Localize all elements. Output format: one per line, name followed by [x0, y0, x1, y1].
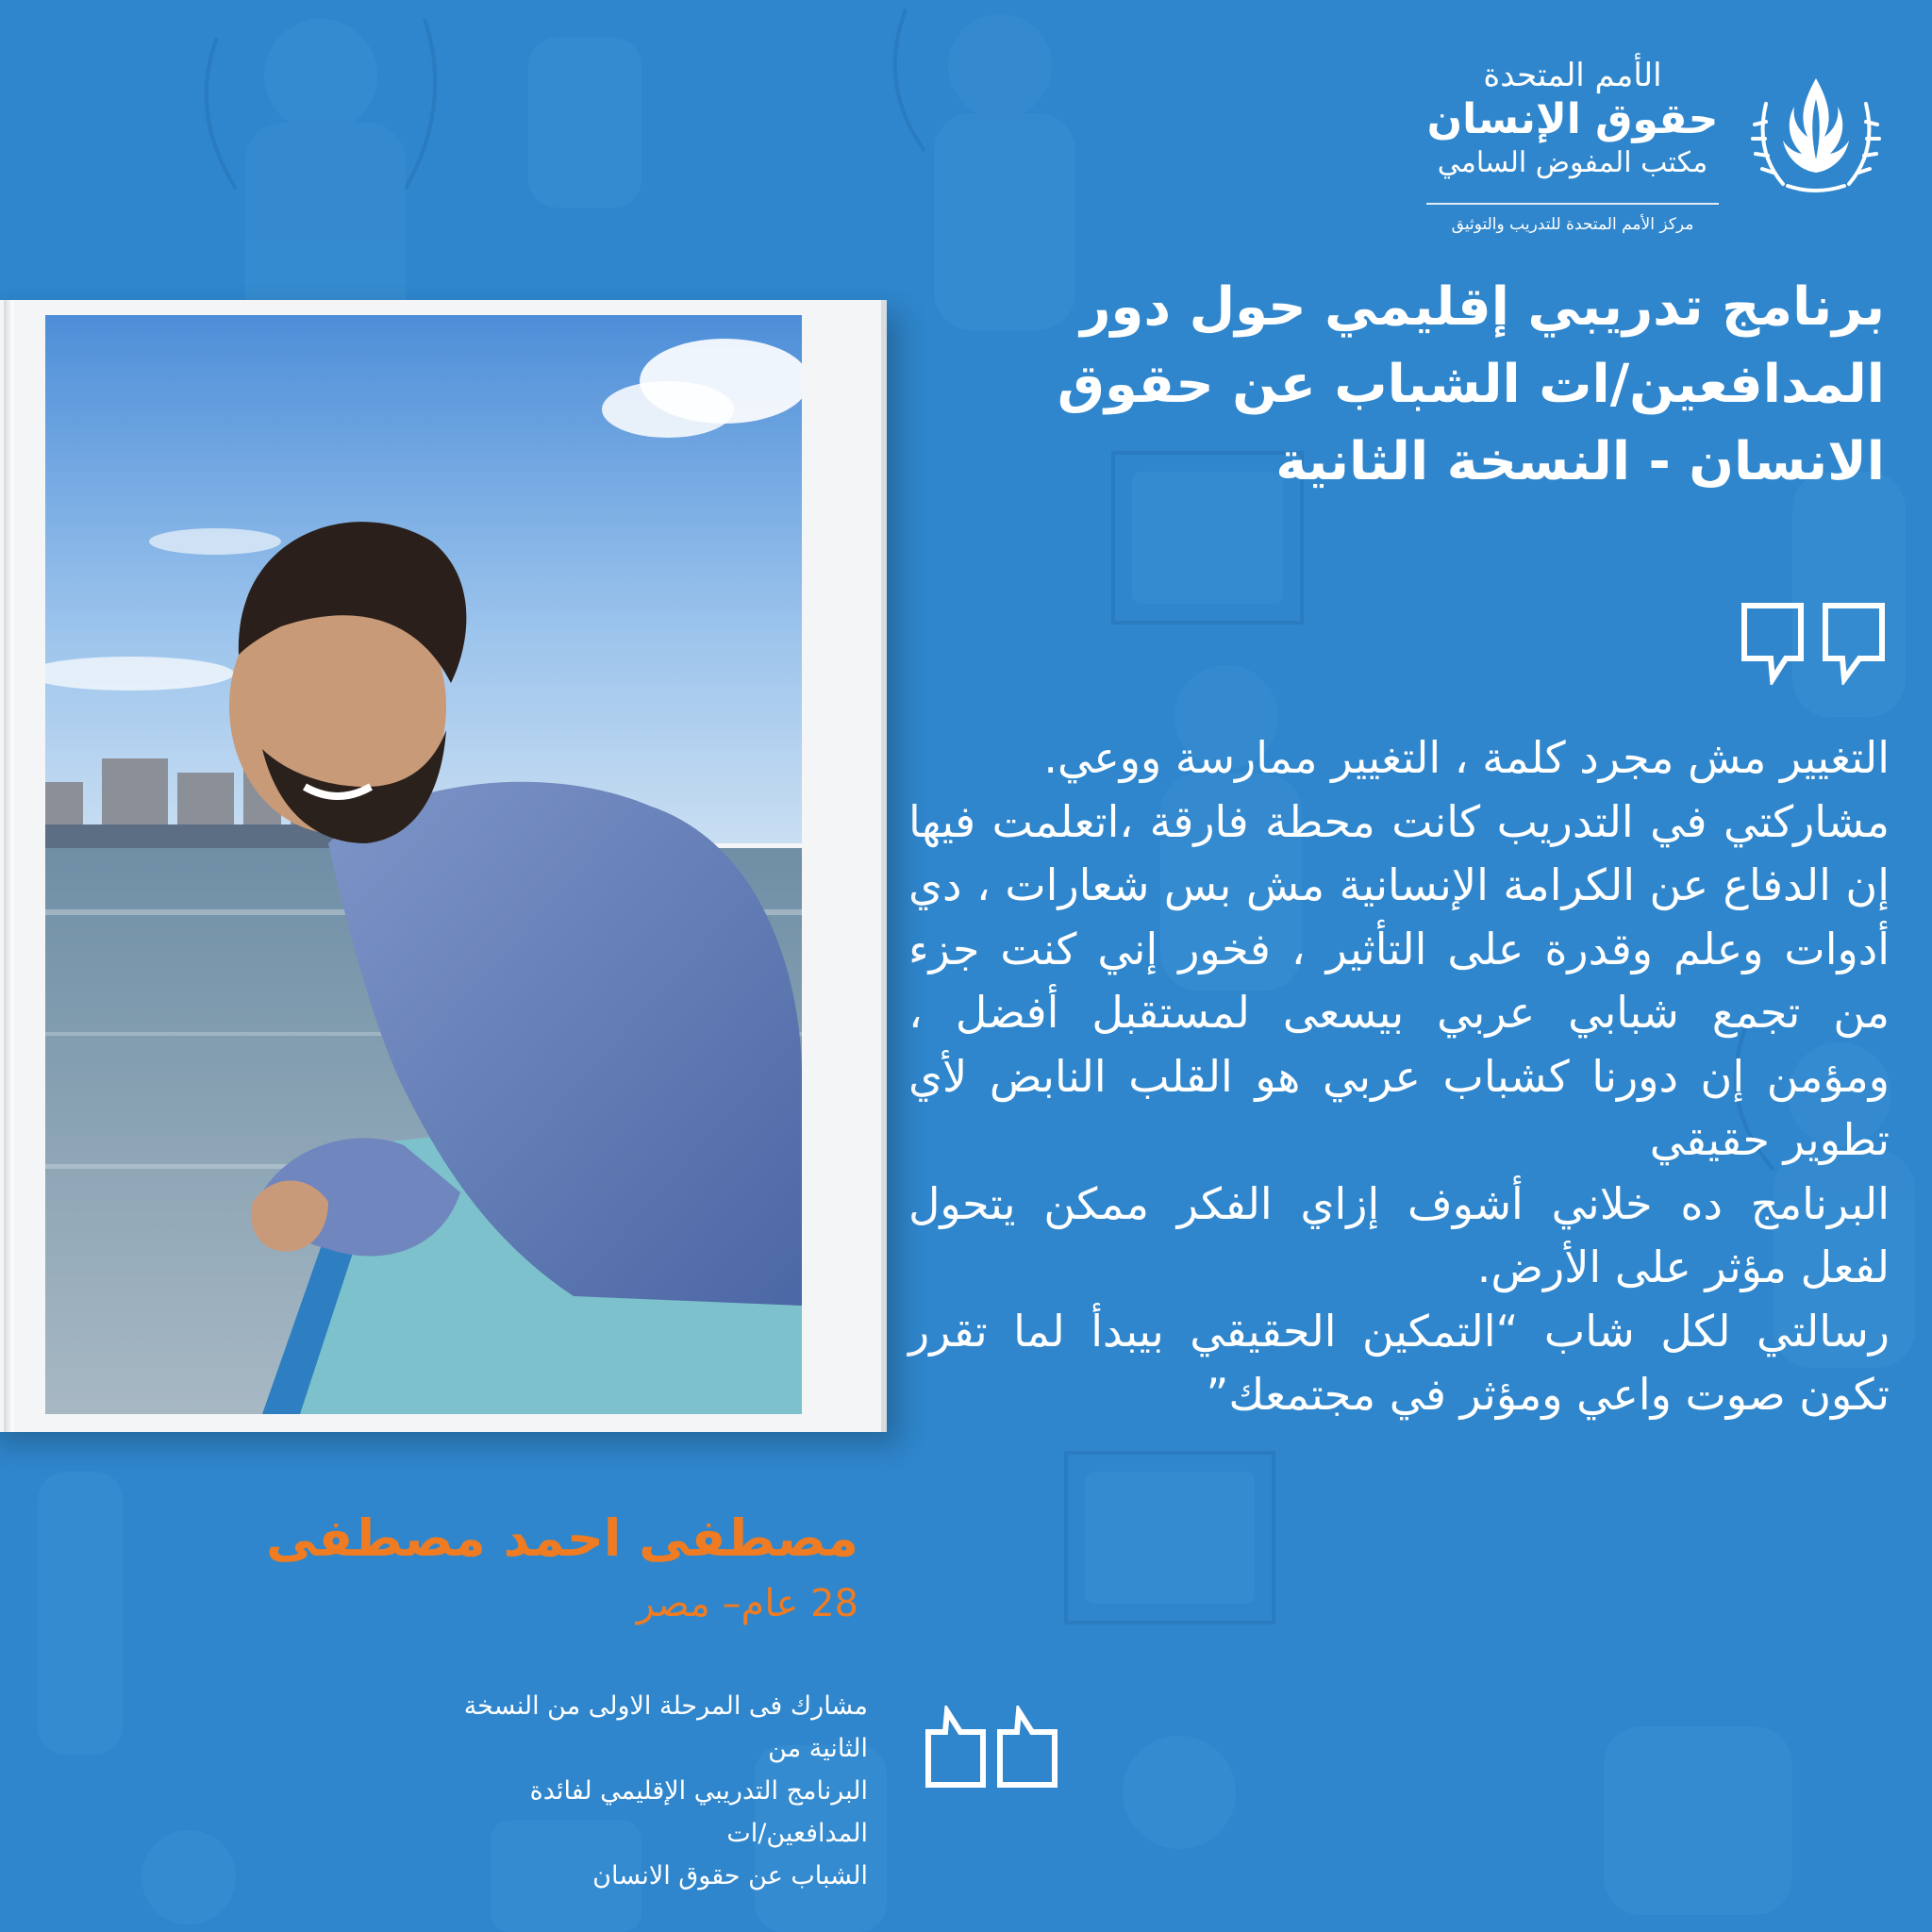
participant-description-line: البرنامج التدريبي الإقليمي لفائدة المدافعين/ات — [529, 1776, 868, 1848]
participant-age-country: 28 عام– مصر — [636, 1582, 858, 1625]
participant-description — [415, 1685, 868, 1897]
un-human-rights-logo — [1415, 52, 1887, 234]
participant-photo — [45, 315, 802, 1414]
participant-photo-frame — [0, 300, 887, 1432]
logo-human-rights-text: حقوق الإنسان — [1426, 95, 1719, 143]
participant-description-line: مشارك فى المرحلة الاولى من النسخة الثانية من — [463, 1691, 868, 1763]
open-quote-icon — [1739, 600, 1890, 685]
participant-description-line: الشباب عن حقوق الانسان — [592, 1861, 868, 1890]
quote-paragraph: البرنامج ده خلاني أشوف إزاي الفكر ممكن يتحول لفعل مؤثر على الأرض. — [908, 1177, 1890, 1292]
close-quote-icon — [924, 1706, 1060, 1790]
page-title: برنامج تدريبي إقليمي حول دور المدافعين/ات الشباب عن حقوق الانسان - النسخة الثانية — [1057, 276, 1885, 492]
logo-center-text: مركز الأمم المتحدة للتدريب والتوثيق — [1451, 215, 1694, 234]
logo-office-text: مكتب المفوض السامي — [1437, 146, 1708, 179]
quote-paragraph: رسالتي لكل شاب “التمكين الحقيقي بيبدأ لما تقرر تكون صوت واعي ومؤثر في مجتمعك” — [908, 1305, 1890, 1420]
quote-paragraph: مشاركتي في التدريب كانت محطة فارقة ،اتعلمت فيها إن الدفاع عن الكرامة الإنسانية مش بس شعارات ، دي أدوات وعلم وقدرة على التأثير ، فخور إني كنت جزء من تجمع شبابي عربي بيسعى لمستقبل أفضل ، ومؤمن إن دورنا كشباب عربي هو القلب النابض لأي تطوير حقيقي — [908, 795, 1890, 1165]
flame-wreath-emblem-icon — [1745, 61, 1887, 203]
participant-name: مصطفى احمد مصطفى — [266, 1508, 858, 1568]
logo-divider — [1426, 203, 1719, 205]
testimonial-quote — [908, 726, 1890, 1427]
quote-paragraph: التغيير مش مجرد كلمة ، التغيير ممارسة ووعي. — [1043, 732, 1890, 783]
logo-un-text: الأمم المتحدة — [1483, 57, 1662, 94]
